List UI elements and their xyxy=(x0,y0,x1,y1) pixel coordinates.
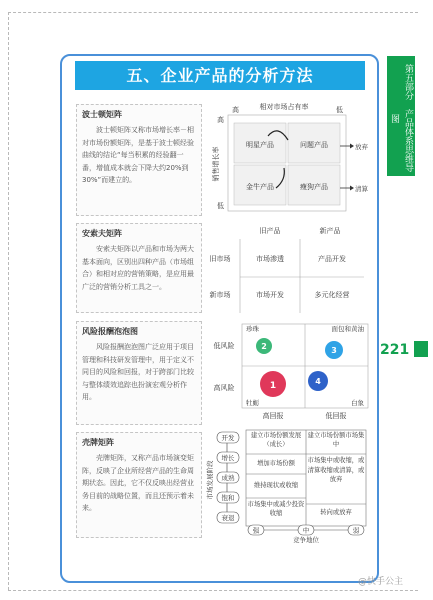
bcg-star-label: 明星产品 xyxy=(246,141,274,149)
bcg-left-low: 低 xyxy=(217,202,224,210)
ansoff-penetration: 市场渗透 xyxy=(256,255,284,263)
bcg-question-label: 问题产品 xyxy=(300,141,328,149)
risk-bubble-3-label: 3 xyxy=(331,346,337,355)
card-title: 风险报酬泡泡图 xyxy=(82,327,138,336)
bcg-left-axis: 销售增长率 xyxy=(212,146,220,182)
shell-stage-label: 开发 xyxy=(221,434,235,442)
page-edge-top xyxy=(8,12,418,13)
ansoff-matrix-diagram xyxy=(206,225,371,315)
shell-cell: 市场集中或收缩，或清算收缩或清算，或放弃 xyxy=(307,457,365,483)
risk-bubble-4-label: 4 xyxy=(315,377,321,386)
ansoff-product-development: 产品开发 xyxy=(318,255,346,263)
risk-row-high: 高风险 xyxy=(213,384,235,392)
ansoff-row-new-market: 新市场 xyxy=(209,291,231,299)
bcg-exit-arrow-icon xyxy=(350,144,354,149)
card-shell-matrix xyxy=(76,432,202,538)
ansoff-market-development: 市场开发 xyxy=(256,291,284,299)
shell-axis-label: 市场发展阶段 xyxy=(206,460,214,500)
page-edge-bottom xyxy=(8,590,418,591)
ansoff-col-old-product: 旧产品 xyxy=(259,227,281,235)
risk-bubble-2-label: 2 xyxy=(261,342,267,351)
shell-cell: 转向或放弃 xyxy=(320,509,352,516)
shell-position-label: 强 xyxy=(252,526,260,535)
card-title: 波士顿矩阵 xyxy=(82,110,122,119)
bcg-abandon-label: 放弃 xyxy=(355,143,368,151)
chapter-side-tab: 第五部分 产品体系思维导图 xyxy=(387,56,415,176)
bcg-cashcow-label: 金牛产品 xyxy=(246,183,274,191)
card-text: 安索夫矩阵以产品和市场为两大基本面向，区别出四种产品（市场组合）和相对应的营销策略，是应用最广泛的营销分析工具之一。 xyxy=(82,245,194,291)
shell-stage-label: 衰退 xyxy=(221,514,235,522)
watermark: @快手公主 xyxy=(358,577,404,587)
card-risk-bubble-chart xyxy=(76,321,202,425)
card-title: 壳牌矩阵 xyxy=(82,438,114,447)
shell-cell: 建立市场份额市场集中 xyxy=(307,432,365,448)
shell-bottom-label: 竞争地位 xyxy=(293,536,319,543)
ansoff-diversification: 多元化经营 xyxy=(314,291,350,299)
card-bcg-matrix xyxy=(76,104,202,216)
shell-cell: 建立市场份额发展（成长） xyxy=(250,432,302,448)
page-number: 221 xyxy=(380,342,410,358)
card-text: 壳牌矩阵，又称产品市场演变矩阵，反映了企业所经营产品的生命周期状态。因此，它不仅反映出经营业务目前的战略位置，而且还预示着未来。 xyxy=(82,454,194,512)
bcg-dog-label: 瘦狗产品 xyxy=(300,183,328,191)
shell-position-label: 弱 xyxy=(352,526,360,535)
risk-col-low-return: 低回报 xyxy=(325,412,347,420)
shell-cell: 市场集中或减少投资收缩 xyxy=(247,501,305,517)
risk-col-high-return: 高回报 xyxy=(262,412,284,420)
shell-cell: 维持现状或收缩 xyxy=(253,482,299,489)
ansoff-col-new-product: 新产品 xyxy=(319,227,341,235)
shell-matrix-diagram xyxy=(206,428,371,543)
shell-cell: 增加市场份额 xyxy=(257,460,295,467)
card-text: 风险报酬泡泡图广泛应用于项目管理和科技研发管理中，用于定义不同目的风险和回报，对于跨部门比较与整体绩效追踪也扮演宏观分析作用。 xyxy=(82,343,194,401)
page-title: 五、企业产品的分析方法 xyxy=(75,61,365,90)
page-number-marker xyxy=(414,341,428,357)
risk-oyster-label: 牡蛎 xyxy=(246,399,259,407)
ansoff-row-old-market: 旧市场 xyxy=(209,255,231,263)
card-title: 安索夫矩阵 xyxy=(82,229,122,238)
bcg-top-axis: 相对市场占有率 xyxy=(259,103,309,111)
risk-white-elephant-label: 白象 xyxy=(351,399,364,407)
page-edge-left xyxy=(8,12,9,590)
bcg-exit-arrow-icon xyxy=(350,186,354,191)
card-ansoff-matrix xyxy=(76,223,202,313)
bcg-liquidate-label: 清算 xyxy=(355,185,368,193)
risk-bread-butter-label: 面包和黄油 xyxy=(331,325,364,333)
risk-row-low: 低风险 xyxy=(213,342,235,350)
shell-stage-list xyxy=(217,432,239,523)
card-text: 波士顿矩阵又称市场增长率－相对市场份额矩阵，是基于波士顿经验曲线的结论“每当积累的经验翻一番，增值成本就会下降大约20%到30%”而建立的。 xyxy=(82,126,194,184)
shell-stage-label: 成熟 xyxy=(221,474,235,482)
bcg-matrix-diagram xyxy=(206,100,371,220)
bcg-left-high: 高 xyxy=(217,116,224,124)
risk-pearl-label: 珍珠 xyxy=(246,325,259,333)
risk-reward-bubble-diagram xyxy=(206,320,371,422)
shell-stage-label: 饱和 xyxy=(221,494,235,502)
risk-bubble-1-label: 1 xyxy=(269,381,277,391)
bcg-top-low: 低 xyxy=(336,106,343,114)
shell-stage-label: 增长 xyxy=(221,454,235,462)
shell-position-label: 中 xyxy=(302,526,310,535)
bcg-top-high: 高 xyxy=(232,106,239,114)
